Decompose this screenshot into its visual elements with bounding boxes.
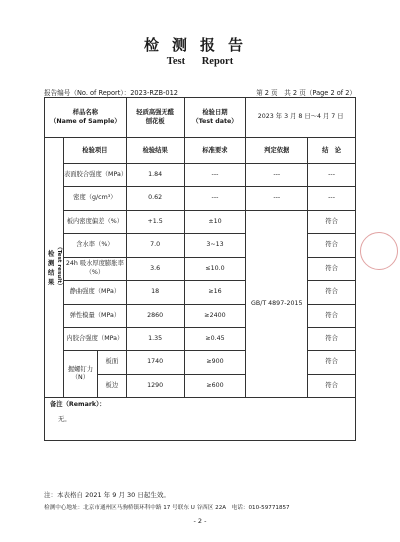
- basis-standard: GB/T 4897-2015: [246, 210, 308, 397]
- report-title-cn: 检测报告: [143, 36, 256, 54]
- official-seal: [360, 232, 398, 270]
- page-indicator: 第 2 页 共 2 页（Page 2 of 2）: [256, 89, 356, 97]
- footer-note: 注：本表格自 2021 年 9 月 30 日起生效。: [44, 491, 170, 499]
- table-row: 表面胶合强度（MPa） 1.84 --- --- ---: [45, 164, 356, 187]
- table-row: 弹性模量（MPa） 2860 ≥2400 符合: [45, 304, 356, 327]
- table-row: 内胶合强度（MPa） 1.35 ≥0.45 符合: [45, 327, 356, 350]
- remark-cell: [45, 398, 356, 441]
- table-row: 密度（g/cm³） 0.62 --- --- ---: [45, 187, 356, 210]
- page-number: - 2 -: [193, 517, 207, 525]
- test-date-label: 检验日期 （Test date）: [184, 98, 246, 138]
- table-row: 静曲强度（MPa） 18 ≥16 符合: [45, 281, 356, 304]
- screw-holding-label: 握螺钉力（N）: [63, 351, 97, 398]
- table-row: 板边 1290 ≥600 符合: [45, 374, 356, 397]
- table-row: 握螺钉力（N） 板面 1740 ≥900 符合: [45, 351, 356, 374]
- header-basis: 判定依据: [246, 138, 308, 164]
- sample-name-value: 轻质高强无醛 刨花板: [126, 98, 184, 138]
- remark-label: 备注（Remark）：: [50, 401, 106, 409]
- report-meta: [44, 87, 356, 97]
- report-number: 报告编号（No. of Report）：2023-RZB-012: [44, 89, 178, 97]
- report-title-en: Test Report: [166, 56, 234, 67]
- footer-address: 检测中心地址：北京市通州区马驹桥镇环科中路 17 号联东 U 谷西区 22A 电话：010-59771857: [44, 505, 290, 511]
- remark-value: 无。: [58, 415, 71, 423]
- table-row: 24h 吸水厚度膨胀率（%） 3.6 ≤10.0 符合: [45, 257, 356, 280]
- side-label: 检测结果 （Test result）: [45, 138, 64, 398]
- sample-name-label: 样品名称 （Name of Sample）: [45, 98, 127, 138]
- result-table: [44, 97, 356, 441]
- header-item: 检验项目: [63, 138, 126, 164]
- header-result: 检验结果: [126, 138, 184, 164]
- test-date-value: 2023 年 3 月 8 日～4 月 7 日: [246, 98, 356, 138]
- table-row: 板内密度偏差（%） +1.5 ±10 GB/T 4897-2015 符合: [45, 210, 356, 233]
- header-conclusion: 结 论: [308, 138, 356, 164]
- table-row: 含水率（%） 7.0 3~13 符合: [45, 234, 356, 257]
- header-requirement: 标准要求: [184, 138, 246, 164]
